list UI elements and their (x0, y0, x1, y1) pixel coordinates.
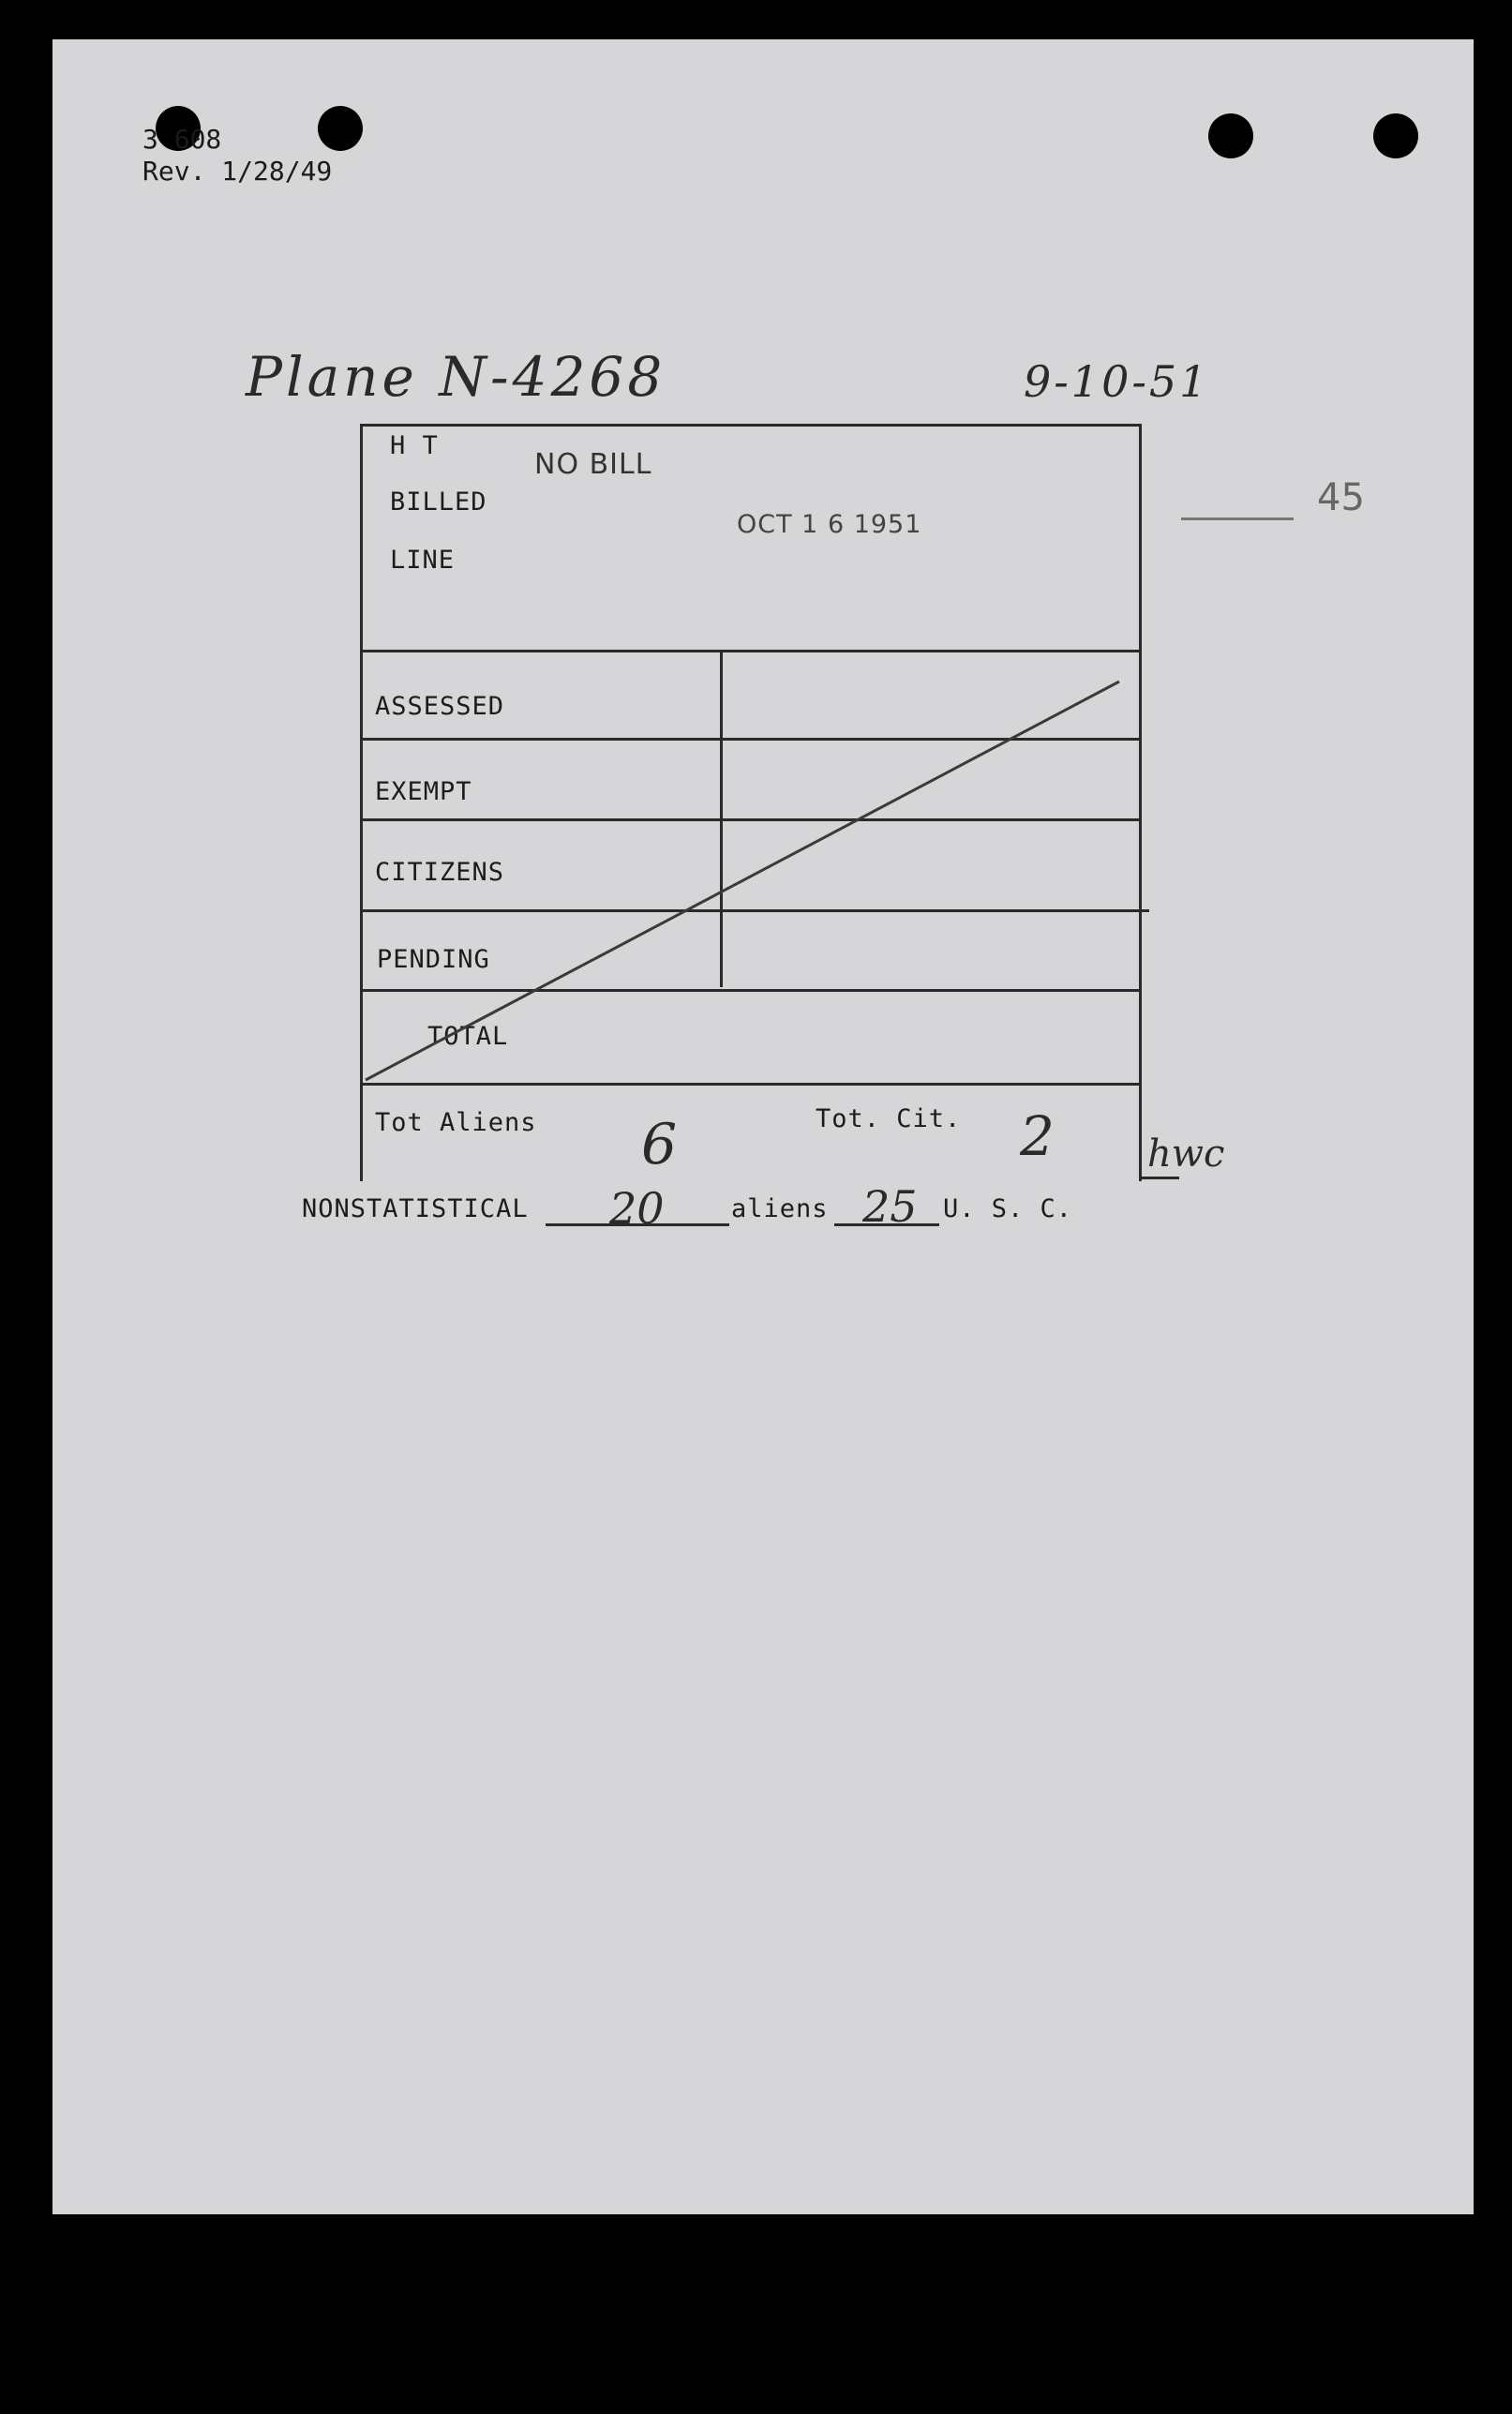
row-exempt: EXEMPT (375, 777, 472, 806)
stamp-no-bill: NO BILL (534, 448, 652, 481)
label-line: LINE (390, 546, 456, 575)
row-assessed: ASSESSED (375, 692, 505, 721)
stamp-date: OCT 1 6 1951 (737, 510, 922, 539)
nonstat-usc-label: U. S. C. (943, 1194, 1073, 1223)
label-billed: BILLED (390, 487, 487, 517)
form-number: 3 608 (142, 124, 222, 155)
tot-cit-label: Tot. Cit. (816, 1104, 962, 1133)
row-total: TOTAL (427, 1022, 509, 1051)
tot-aliens-label: Tot Aliens (375, 1108, 537, 1137)
nonstat-usc-value: 25 (862, 1181, 918, 1232)
nonstat-label: NONSTATISTICAL (302, 1194, 529, 1223)
row-pending: PENDING (377, 945, 490, 974)
label-ht: H T (390, 431, 439, 460)
margin-number: 45 (1317, 476, 1365, 519)
nonstat-aliens-label: aliens (731, 1194, 829, 1223)
initials: hwc (1147, 1132, 1225, 1176)
header-date: 9-10-51 (1024, 356, 1210, 407)
form-revision: Rev. 1/28/49 (142, 156, 333, 187)
row-citizens: CITIZENS (375, 858, 505, 887)
tot-cit-value: 2 (1020, 1104, 1055, 1168)
nonstat-aliens-value: 20 (609, 1183, 665, 1234)
tot-aliens-value: 6 (641, 1112, 678, 1177)
plane-number: Plane N-4268 (246, 345, 666, 409)
